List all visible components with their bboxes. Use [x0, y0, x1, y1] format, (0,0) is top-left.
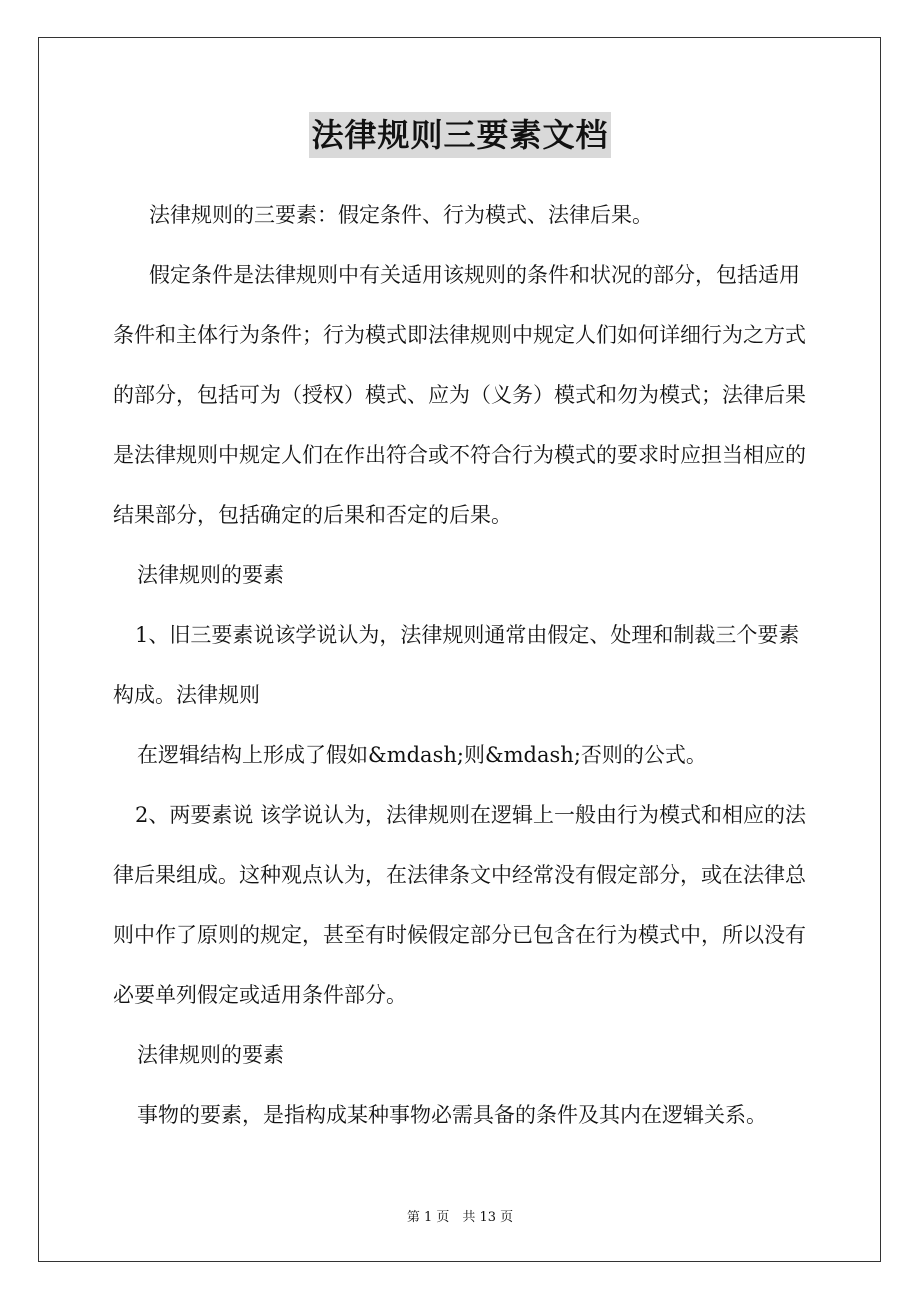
paragraph-definition: 假定条件是法律规则中有关适用该规则的条件和状况的部分，包括适用条件和主体行为条件；行为模式即法律规则中规定人们如何详细行为之方式的部分，包括可为（授权）模式、应为（义务）模式和勿为模式；法律后果是法律规则中规定人们在作出符合或不符合行为模式的要求时应担当相应的结果部分，包括确定的后果和否定的后果。 — [113, 263, 806, 527]
paragraph-summary: 法律规则的三要素：假定条件、行为模式、法律后果。 — [149, 203, 653, 227]
title-container — [0, 112, 920, 158]
paragraph-definition-elements: 事物的要素，是指构成某种事物必需具备的条件及其内在逻辑关系。 — [137, 1103, 767, 1127]
paragraph-formula: 在逻辑结构上形成了假如&mdash;则&mdash;否则的公式。 — [137, 743, 707, 767]
paragraph-three-elements: 1、旧三要素说该学说认为，法律规则通常由假定、处理和制裁三个要素构成。法律规则 — [113, 623, 800, 707]
page-number: 第 1 页 共 13 页 — [406, 1210, 514, 1225]
paragraph-heading-elements: 法律规则的要素 — [137, 563, 284, 587]
paragraph-heading-elements-2: 法律规则的要素 — [137, 1043, 284, 1067]
paragraph-two-elements: 2、两要素说 该学说认为，法律规则在逻辑上一般由行为模式和相应的法律后果组成。这种观点认为，在法律条文中经常没有假定部分，或在法律总则中作了原则的规定，甚至有时候假定部分已包含在行为模式中，所以没有必要单列假定或适用条件部分。 — [113, 803, 807, 1007]
document-body — [113, 185, 813, 1145]
document-title: 法律规则三要素文档 — [309, 112, 610, 158]
